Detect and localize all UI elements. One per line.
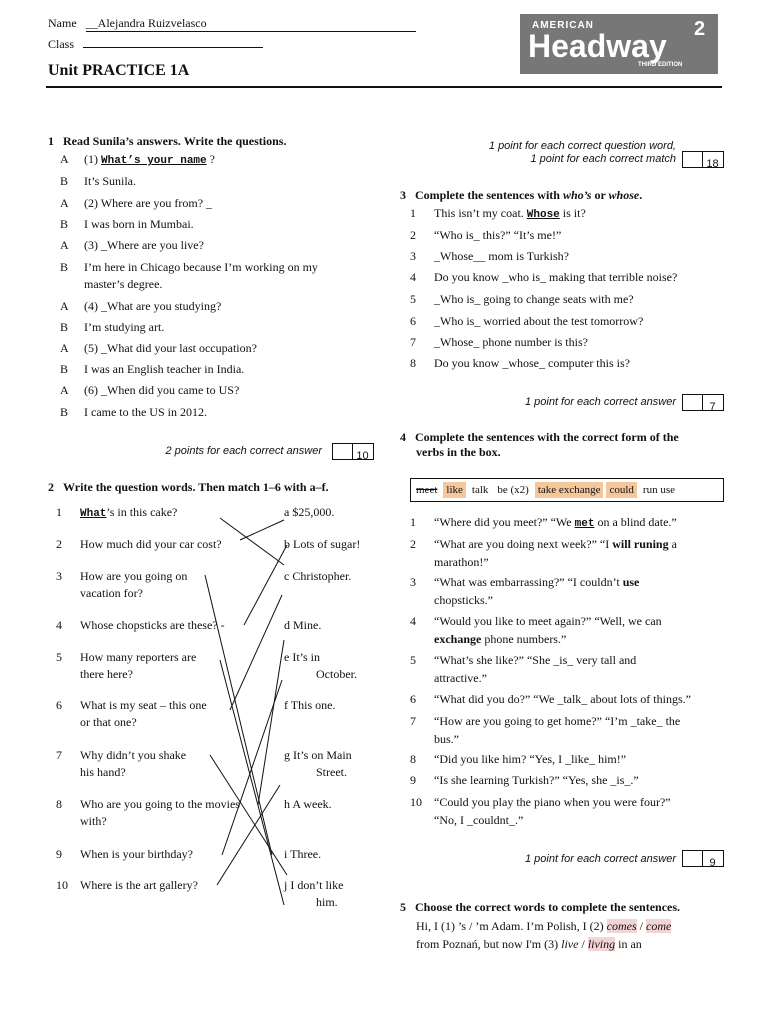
q1-line: B I was born in Mumbai. bbox=[60, 217, 194, 231]
q3-item: 5 _Who is_ going to change seats with me? bbox=[410, 292, 634, 306]
q2-score-note: 1 point for each correct question word, 1 point for each correct match bbox=[488, 140, 676, 165]
q4-item-cont: attractive.” bbox=[434, 671, 487, 685]
q2-question: 8 Who are you going to the movies bbox=[56, 797, 240, 811]
q1-line: B I’m studying art. bbox=[60, 320, 165, 334]
q5-heading: 5 Choose the correct words to complete the sentences. bbox=[400, 900, 681, 914]
q3-heading: 3 Complete the sentences with who’s or whose. bbox=[400, 188, 643, 202]
match-line-6 bbox=[230, 595, 282, 710]
verb-be: be (x2) bbox=[497, 484, 529, 496]
q4-item: 10 “Could you play the piano when you were four?” bbox=[410, 795, 671, 809]
q4-item: 2 “What are you doing next week?” “I will runing a bbox=[410, 537, 677, 551]
q2-question: 9 When is your birthday? bbox=[56, 847, 193, 861]
page-title: Unit PRACTICE 1A bbox=[48, 62, 190, 79]
q4-item: 4 “Would you like to meet again?” “Well, we can bbox=[410, 614, 662, 628]
q2-question: 10 Where is the art gallery? bbox=[56, 878, 198, 892]
q2-option: g It’s on Main bbox=[284, 748, 352, 762]
q5-line-1: Hi, I (1) ’s / ’m Adam. I’m Polish, I (2) comes / come bbox=[416, 919, 672, 933]
verb-like: like bbox=[443, 482, 466, 498]
q2-option: f This one. bbox=[284, 698, 336, 712]
q2-answer: What bbox=[80, 508, 107, 520]
q1-line: A (4) _What are you studying? bbox=[60, 299, 222, 313]
q2-question-cont: or that one? bbox=[80, 715, 137, 729]
verb-run: run use bbox=[642, 484, 675, 496]
q3-item: 6 _Who is_ worried about the test tomorrow? bbox=[410, 314, 644, 328]
q4-item: 7 “How are you going to get home?” “I’m _take_ the bbox=[410, 714, 681, 728]
q4-answer: exchange bbox=[434, 632, 482, 646]
q2-question-cont: with? bbox=[80, 814, 107, 828]
q3-item: 7 _Whose_ phone number is this? bbox=[410, 335, 588, 349]
q2-question-cont: there here? bbox=[80, 667, 133, 681]
q3-item: 4 Do you know _who is_ making that terrible noise? bbox=[410, 270, 678, 284]
q2-option-cont: October. bbox=[316, 667, 357, 681]
q2-option: d Mine. bbox=[284, 618, 322, 632]
q2-option: a $25,000. bbox=[284, 505, 335, 519]
q2-question: 7 Why didn’t you shake bbox=[56, 748, 187, 762]
verb-take: take exchange bbox=[535, 482, 604, 498]
q3-score-box: 7 bbox=[682, 394, 724, 411]
q2-option: e It’s in bbox=[284, 650, 320, 664]
match-line-10 bbox=[217, 785, 280, 885]
q1-line: B It’s Sunila. bbox=[60, 174, 137, 188]
q1-score-note: 2 points for each correct answer bbox=[165, 445, 322, 457]
q4-item: 6 “What did you do?” “We _talk_ about lots of things.” bbox=[410, 692, 691, 706]
q4-item: 3 “What was embarrassing?” “I couldn’t use bbox=[410, 575, 640, 589]
q4-item: 8 “Did you like him? “Yes, I _like_ him!” bbox=[410, 752, 627, 766]
q2-option-cont: Street. bbox=[316, 765, 347, 779]
q4-answer: met bbox=[574, 518, 595, 530]
q2-option: c Christopher. bbox=[284, 569, 352, 583]
q4-answer: use bbox=[622, 575, 640, 589]
q4-item: 5 “What’s she like?” “She _is_ very tall and bbox=[410, 653, 637, 667]
q4-item-cont: “No, I _couldnt_.” bbox=[434, 813, 524, 827]
q4-item-cont: chopsticks.” bbox=[434, 593, 493, 607]
q1-line: A (1) What’s your name ? bbox=[60, 152, 215, 167]
verb-talk: talk bbox=[471, 484, 489, 496]
q3-score-note: 1 point for each correct answer bbox=[524, 396, 676, 408]
q2-heading: 2 Write the question words. Then match 1–6 with a–f. bbox=[48, 480, 329, 494]
q1-line: B I came to the US in 2012. bbox=[60, 405, 207, 419]
verb-box bbox=[410, 478, 724, 502]
q2-score-box: 18 bbox=[682, 151, 724, 168]
q1-answer: What’s your name bbox=[101, 155, 207, 167]
q3-item: 1 This isn’t my coat. Whose is it? bbox=[410, 206, 586, 221]
q1-line: A (3) _Where are you live? bbox=[60, 238, 204, 252]
q4-item-cont: exchange phone numbers.” bbox=[434, 632, 567, 646]
q2-option: b Lots of sugar! bbox=[284, 537, 361, 551]
q3-item: 8 Do you know _whose_ computer this is? bbox=[410, 356, 630, 370]
q2-question-cont: vacation for? bbox=[80, 586, 143, 600]
q2-option-cont: him. bbox=[316, 895, 338, 909]
name-label: Name bbox=[48, 16, 77, 30]
q4-answer: will runing bbox=[612, 537, 669, 551]
q4-item: 1 “Where did you meet?” “We met on a blind date.” bbox=[410, 515, 677, 530]
q4-item-cont: marathon!” bbox=[434, 555, 489, 569]
q2-question: 1 What’s in this cake? bbox=[56, 505, 178, 520]
q4-item: 9 “Is she learning Turkish?” “Yes, she _is_.” bbox=[410, 773, 639, 787]
q3-answer: Whose bbox=[526, 209, 560, 221]
q1-line: A (6) _When did you came to US? bbox=[60, 383, 240, 397]
q1-line: B I was an English teacher in India. bbox=[60, 362, 245, 376]
q2-question-cont: his hand? bbox=[80, 765, 126, 779]
q1-line: A (2) Where are you from? _ bbox=[60, 196, 213, 210]
match-line-2 bbox=[220, 518, 284, 565]
q1-heading: 1 Read Sunila’s answers. Write the questions. bbox=[48, 134, 287, 148]
q1-line-cont: master’s degree. bbox=[84, 277, 163, 291]
verb-meet: meet bbox=[416, 484, 438, 496]
verb-could: could bbox=[606, 482, 636, 498]
q3-item: 3 _Whose__ mom is Turkish? bbox=[410, 249, 570, 263]
q4-score-note: 1 point for each correct answer bbox=[524, 853, 676, 865]
match-line-4 bbox=[244, 545, 287, 625]
match-line-8 bbox=[258, 640, 284, 805]
q3-item: 2 “Who is_ this?” “It’s me!” bbox=[410, 228, 562, 242]
q2-option: i Three. bbox=[284, 847, 322, 861]
match-line-5 bbox=[220, 660, 284, 905]
q1-line: A (5) _What did your last occupation? bbox=[60, 341, 257, 355]
q2-question: 5 How many reporters are bbox=[56, 650, 197, 664]
q1-score-box: 10 bbox=[332, 443, 374, 460]
q4-item-cont: bus.” bbox=[434, 732, 459, 746]
q2-question: 4 Whose chopsticks are these? - bbox=[56, 618, 225, 632]
q2-question: 6 What is my seat – this one bbox=[56, 698, 207, 712]
name-field[interactable]: __Alejandra Ruizvelasco bbox=[86, 16, 416, 32]
q2-question: 3 How are you going on bbox=[56, 569, 188, 583]
q4-heading: 4 Complete the sentences with the correct form of the verbs in the box. bbox=[400, 430, 679, 459]
q5-line-2: from Poznań, but now I'm (3) live / living in an bbox=[416, 937, 642, 951]
q1-line: B I’m here in Chicago because I’m working on my bbox=[60, 260, 318, 274]
class-label: Class bbox=[48, 37, 75, 51]
q4-score-box: 9 bbox=[682, 850, 724, 867]
match-line-7 bbox=[210, 755, 287, 875]
q2-question: 2 How much did your car cost? bbox=[56, 537, 222, 551]
headway-logo: AMERICAN Headway 2 THIRD EDITION bbox=[520, 14, 718, 74]
q2-option: j I don’t like bbox=[284, 878, 344, 892]
q2-option: h A week. bbox=[284, 797, 332, 811]
